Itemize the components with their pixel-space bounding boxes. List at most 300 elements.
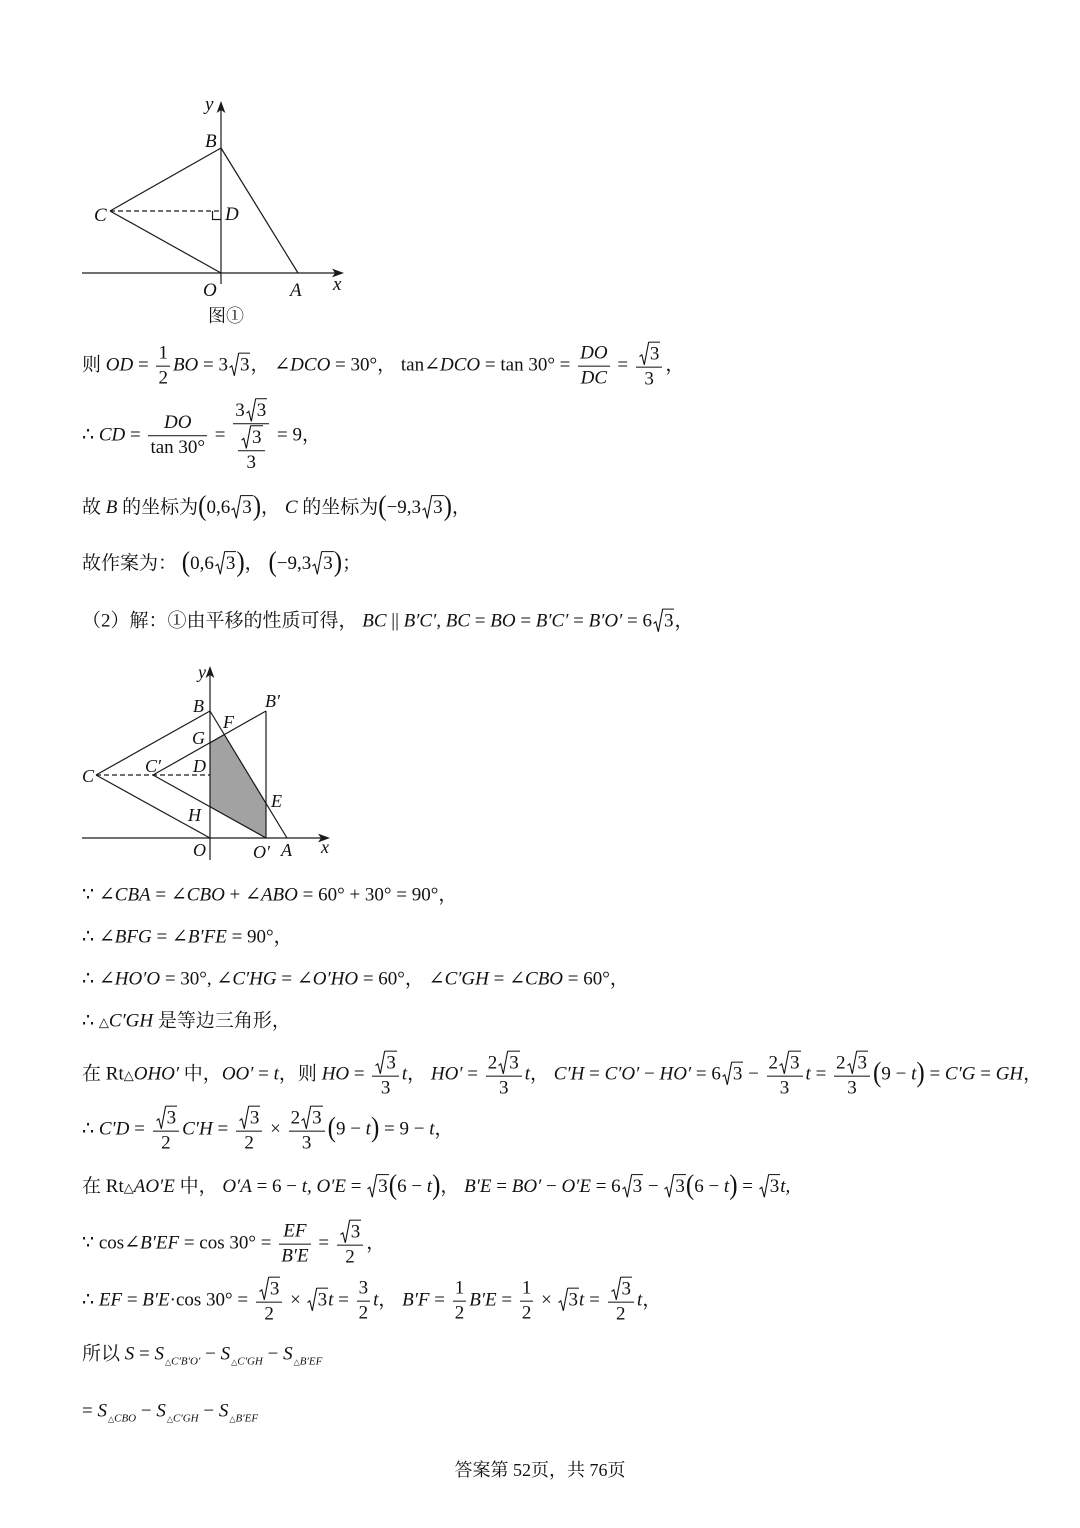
solution-line <box>82 609 693 634</box>
math-text: − <box>541 1176 562 1198</box>
fraction-numerator <box>578 343 609 367</box>
math-text: ∠ <box>428 968 445 990</box>
math-text: tan 30° <box>150 437 206 459</box>
square-root <box>229 352 251 376</box>
math-italic-text: t <box>637 1289 643 1311</box>
parenthesis: ) <box>432 1170 441 1201</box>
math-italic-text: DCO <box>290 354 331 376</box>
math-text: 2 <box>161 1132 171 1154</box>
math-text: = <box>975 1063 996 1085</box>
triangle-symbol: △ <box>231 1357 238 1367</box>
math-text: Rt <box>105 1176 124 1198</box>
math-text: = <box>429 1289 450 1311</box>
fraction-numerator <box>608 1277 635 1303</box>
math-text: = <box>462 1063 483 1085</box>
math-italic-text: HO′ <box>430 1063 463 1085</box>
math-text: = 60° <box>563 968 610 990</box>
parenthesis: ( <box>873 1057 882 1088</box>
math-text: − <box>639 1063 660 1085</box>
math-italic-text: t <box>429 1118 435 1140</box>
math-text: = 3 <box>198 354 228 376</box>
math-text: 3 <box>252 427 262 449</box>
square-root <box>259 1277 281 1301</box>
fraction-denominator <box>486 1077 522 1100</box>
math-text: + ∠ <box>224 884 261 906</box>
label-point-C: C <box>82 766 95 786</box>
fraction-numerator <box>372 1051 399 1077</box>
chinese-text: 故 <box>82 497 106 519</box>
math-italic-text: B <box>105 497 118 519</box>
math-text: × <box>536 1289 557 1311</box>
math-text: −9,3 <box>276 553 312 575</box>
math-italic-text: C <box>284 497 298 519</box>
triangle-symbol: △ <box>164 1357 172 1367</box>
math-text: 2 <box>158 367 168 389</box>
math-text: cos∠ <box>98 1232 141 1254</box>
chinese-text: ∵ <box>82 884 99 906</box>
square-root <box>301 1106 323 1130</box>
math-text: = <box>122 1289 143 1311</box>
math-italic-text: S <box>156 1400 166 1422</box>
math-text: = <box>584 1063 605 1085</box>
radical-sign-icon <box>301 1106 311 1130</box>
math-text: 3 <box>732 1063 743 1085</box>
chinese-text: ， <box>407 1063 431 1085</box>
parenthesis: ) <box>236 547 245 578</box>
radical-sign-icon <box>231 495 241 519</box>
math-italic-text: CD <box>98 424 126 446</box>
solution-line <box>82 969 629 992</box>
math-text: 3 <box>380 1077 391 1099</box>
label-point-O: O <box>193 840 206 860</box>
math-italic-text: C′G <box>944 1063 976 1085</box>
math-text: 3 <box>225 553 236 575</box>
math-text: = <box>924 1063 945 1085</box>
math-italic-text: t <box>401 1063 408 1085</box>
math-text: − <box>743 1063 764 1085</box>
math-italic-text: t <box>805 1063 811 1085</box>
math-italic-text: ABO <box>260 884 298 906</box>
chinese-text: ∴ <box>82 1289 99 1311</box>
math-italic-text: B′FE <box>187 926 227 948</box>
math-italic-text: t <box>579 1289 585 1311</box>
math-text: = 90° <box>226 926 274 948</box>
math-text: ∠ <box>274 354 291 376</box>
math-italic-text: t <box>723 1176 730 1198</box>
subscript <box>167 1412 199 1424</box>
solution-line <box>82 398 321 474</box>
chinese-text: ∴ <box>82 1010 99 1032</box>
radical-sign-icon <box>622 1174 632 1198</box>
label-point-O: O <box>203 280 217 301</box>
parenthesis: ( <box>685 1170 695 1201</box>
math-text: || <box>386 610 404 632</box>
math-text: = 9 <box>272 424 302 446</box>
math-text: 9 − <box>335 1118 366 1140</box>
square-root <box>558 1287 580 1311</box>
radicand <box>317 1287 329 1311</box>
radical-sign-icon <box>312 551 322 575</box>
math-text: ∠ <box>98 884 115 906</box>
math-italic-text: B′E <box>281 1245 309 1267</box>
parenthesis: ) <box>370 1112 380 1143</box>
fraction-numerator <box>453 1278 467 1302</box>
chinese-text: ，则 <box>278 1063 322 1085</box>
math-text: 1 <box>454 1277 465 1299</box>
math-text: 2 <box>454 1302 465 1324</box>
triangle-symbol: △ <box>98 1014 109 1030</box>
math-text: × <box>285 1289 306 1311</box>
math-italic-text: C′H <box>182 1118 213 1140</box>
fraction-denominator <box>238 451 265 474</box>
fraction <box>767 1051 803 1100</box>
math-text: 3 <box>239 354 250 376</box>
radical-sign-icon <box>759 1174 769 1198</box>
chinese-text: ， <box>261 497 285 519</box>
math-text: = <box>515 610 536 632</box>
chinese-text: ； <box>342 553 362 575</box>
math-text: 3 <box>644 368 654 390</box>
fraction-denominator <box>520 1302 534 1325</box>
math-text: 3 <box>269 1278 280 1300</box>
math-text: = <box>133 354 154 376</box>
solution-line <box>82 1106 454 1155</box>
fraction <box>520 1278 534 1325</box>
chinese-text: 是等边三角形， <box>153 1010 291 1032</box>
radical-sign-icon <box>239 1106 249 1130</box>
radical-sign-icon <box>498 1051 508 1075</box>
solution-line <box>82 1011 291 1034</box>
math-text: Rt <box>105 1063 124 1085</box>
math-italic-text: O′A <box>222 1176 252 1198</box>
math-text: 3 <box>312 1107 322 1129</box>
math-text: = <box>568 610 589 632</box>
label-axis-y: y <box>205 94 214 115</box>
math-italic-text: t <box>373 1289 379 1311</box>
solution-line <box>82 491 471 522</box>
math-italic-text: t <box>273 1063 279 1085</box>
radical-sign-icon <box>340 1220 350 1244</box>
math-text: 3 <box>249 1107 260 1129</box>
parenthesis: ( <box>327 1112 336 1143</box>
page-footer: 答案第 52页，共 76页 <box>454 1460 626 1480</box>
square-root <box>307 1287 329 1311</box>
label-axis-x: x <box>333 274 342 295</box>
math-italic-text: t <box>426 1176 433 1198</box>
parenthesis: ( <box>198 491 207 522</box>
math-italic-text: CBO <box>114 1412 137 1425</box>
subscript <box>165 1355 200 1367</box>
chinese-text: ， <box>438 884 458 906</box>
fraction <box>578 343 609 390</box>
parenthesis: ) <box>333 547 343 578</box>
math-text: 3 <box>779 1077 790 1099</box>
radical-sign-icon <box>246 398 256 422</box>
math-text: 2 <box>836 1052 846 1074</box>
math-italic-text: O′HO <box>312 968 359 990</box>
math-text: = 30° <box>330 354 378 376</box>
math-italic-text: C′H <box>553 1063 585 1085</box>
square-root <box>622 1174 644 1198</box>
square-root <box>611 1277 633 1301</box>
radicand <box>241 495 253 519</box>
math-text: 2 <box>264 1303 274 1325</box>
math-italic-text: B′E <box>464 1176 492 1198</box>
radicand <box>789 1051 801 1075</box>
chinese-text: ， <box>434 1118 454 1140</box>
math-italic-text: HO′O <box>114 968 161 990</box>
label-point-C-prime: C′ <box>145 756 161 776</box>
fraction <box>153 1106 180 1155</box>
math-text: 3 <box>769 1176 780 1198</box>
math-text: = ∠ <box>151 926 188 948</box>
math-text: = 6 − <box>251 1176 302 1198</box>
math-text: = <box>346 1176 367 1198</box>
chinese-text: 的坐标为 <box>117 497 199 519</box>
math-text: ·cos 30° = <box>169 1289 253 1311</box>
fraction <box>636 342 663 391</box>
math-text: 3 <box>509 1052 519 1074</box>
fraction <box>238 425 265 474</box>
chinese-text: 中， <box>174 1176 223 1198</box>
chinese-text: ， <box>674 610 694 632</box>
math-italic-text: C′D <box>98 1118 130 1140</box>
math-italic-text: BFG <box>114 926 152 948</box>
math-text: = <box>125 424 146 446</box>
fraction-numerator <box>256 1277 283 1303</box>
chinese-text: （2）解：①由平移的性质可得， <box>82 610 363 632</box>
triangle-symbol: △ <box>229 1414 236 1424</box>
chinese-text: ， <box>609 968 629 990</box>
math-text: = 60° <box>358 968 405 990</box>
math-italic-text: C′GH <box>108 1010 154 1032</box>
chinese-text: 故作案为： <box>82 553 182 575</box>
math-text: ∠ <box>98 968 115 990</box>
parenthesis: ( <box>388 1170 398 1201</box>
math-italic-text: t, O′E <box>301 1176 347 1198</box>
solution-line <box>82 1051 1042 1100</box>
math-text: − <box>262 1343 284 1365</box>
square-root <box>231 495 253 519</box>
radicand <box>568 1287 580 1311</box>
radical-sign-icon <box>422 495 432 519</box>
math-italic-text: C′O′ <box>604 1063 640 1085</box>
fraction <box>236 1106 263 1155</box>
chinese-text: 则 <box>82 354 106 376</box>
triangle-symbol: △ <box>166 1414 173 1424</box>
fraction-denominator <box>453 1302 467 1325</box>
radical-sign-icon <box>653 609 663 633</box>
math-text: = <box>737 1176 758 1198</box>
radicand <box>256 398 268 422</box>
math-text: 2 <box>487 1052 498 1074</box>
label-point-O-prime: O′ <box>253 842 270 862</box>
fraction-denominator <box>256 1303 283 1326</box>
math-italic-text: B′C′ <box>535 610 569 632</box>
fraction-denominator <box>153 1132 180 1155</box>
math-text: 3 <box>857 1052 868 1074</box>
math-text: 3 <box>847 1077 857 1099</box>
square-root <box>215 551 237 575</box>
math-text: = <box>313 1232 334 1254</box>
radical-sign-icon <box>639 342 649 366</box>
fraction-denominator <box>279 1245 310 1268</box>
math-text: = ∠ <box>488 968 526 990</box>
math-italic-text: C′GH <box>237 1355 263 1368</box>
math-text: 3 <box>242 497 252 519</box>
math-text: = 6 <box>590 1176 621 1198</box>
math-text: = <box>134 1343 155 1365</box>
label-axis-x: x <box>321 837 329 857</box>
fraction-denominator <box>236 1132 263 1155</box>
math-text: 3 <box>358 1277 369 1299</box>
chinese-text: ， <box>530 1063 554 1085</box>
parenthesis: ( <box>181 547 191 578</box>
parenthesis: ( <box>268 547 277 578</box>
math-italic-text: t <box>365 1118 371 1140</box>
radicand <box>350 1220 362 1244</box>
math-text: = <box>612 354 633 376</box>
math-text: 3 <box>621 1278 632 1300</box>
radical-sign-icon <box>664 1174 674 1198</box>
subscript <box>229 1412 258 1424</box>
math-text: 6 − <box>397 1176 427 1198</box>
radicand <box>621 1277 633 1301</box>
chinese-text: ， <box>440 1176 465 1198</box>
math-text: = <box>470 610 491 632</box>
math-italic-text: DC <box>580 367 608 389</box>
radicand <box>508 1051 520 1075</box>
math-italic-text: C′GH <box>173 1412 199 1425</box>
math-italic-text: DO <box>164 412 192 434</box>
fraction-denominator <box>608 1303 635 1326</box>
label-point-B-prime: B′ <box>265 691 280 711</box>
label-point-C: C <box>94 205 107 226</box>
math-italic-text: DO <box>580 342 608 364</box>
label-point-A: A <box>290 280 302 301</box>
math-text: 3 <box>256 400 267 422</box>
chinese-text: ∵ <box>82 1232 99 1254</box>
radicand <box>732 1061 744 1085</box>
math-text: 2 <box>290 1107 301 1129</box>
math-italic-text: BO <box>490 610 516 632</box>
math-italic-text: B′EF <box>140 1232 180 1254</box>
math-text: = cos 30° = <box>179 1232 277 1254</box>
fraction-denominator <box>357 1302 371 1325</box>
math-text: 3 <box>790 1052 800 1074</box>
chinese-text: ， <box>244 553 269 575</box>
fraction-denominator <box>289 1132 325 1155</box>
solution-line <box>82 547 362 578</box>
math-text: = <box>212 1118 233 1140</box>
math-text: 0,6 <box>206 497 231 519</box>
radicand <box>432 495 444 519</box>
radical-sign-icon <box>241 425 251 449</box>
radicand <box>251 425 263 449</box>
radicand <box>649 342 661 366</box>
math-text: 3 <box>246 451 256 473</box>
triangle-symbol: △ <box>293 1357 300 1367</box>
math-italic-text: t, <box>780 1176 791 1198</box>
chinese-text: 的坐标为 <box>297 497 379 519</box>
radicand <box>269 1277 281 1301</box>
math-italic-text: EF <box>283 1220 307 1242</box>
math-text: 2 <box>768 1052 779 1074</box>
math-italic-text: CBO <box>186 884 225 906</box>
fraction-numerator <box>148 413 207 437</box>
label-point-B: B <box>193 696 204 716</box>
radicand <box>377 1174 389 1198</box>
label-point-G: G <box>192 728 205 748</box>
parenthesis: ( <box>378 491 387 522</box>
label-point-E: E <box>271 791 282 811</box>
chinese-text: ， <box>366 1232 386 1254</box>
math-text: 2 <box>345 1246 355 1268</box>
figure-1-caption: 图① <box>208 306 244 326</box>
math-text: 3 <box>235 400 245 422</box>
math-text: × <box>265 1118 286 1140</box>
math-text: = 6 <box>622 610 652 632</box>
fraction-numerator <box>357 1278 371 1302</box>
fraction-denominator <box>578 367 609 390</box>
math-text: 3 <box>498 1077 509 1099</box>
math-text: = <box>210 424 231 446</box>
math-italic-text: BO <box>172 354 199 376</box>
math-italic-text: B′EF <box>235 1412 259 1425</box>
fraction-numerator <box>236 1106 263 1132</box>
math-text: 2 <box>244 1132 254 1154</box>
square-root <box>422 495 444 519</box>
math-italic-text: DCO <box>440 354 481 376</box>
math-text: = <box>810 1063 832 1085</box>
math-text: tan∠ <box>400 354 441 376</box>
square-root <box>156 1106 178 1130</box>
math-text: 3 <box>568 1289 579 1311</box>
math-text: = <box>584 1289 605 1311</box>
radicand <box>674 1174 686 1198</box>
fraction <box>256 1277 283 1326</box>
math-italic-text: S <box>283 1343 293 1365</box>
math-italic-text: B′F <box>402 1289 430 1311</box>
math-text: = <box>82 1400 98 1422</box>
chinese-text: ， <box>250 354 275 376</box>
fraction <box>486 1051 522 1100</box>
chinese-text: ， <box>665 354 685 376</box>
math-italic-text: t <box>911 1063 917 1085</box>
math-italic-text: BC <box>362 610 387 632</box>
math-text: = ∠ <box>276 968 313 990</box>
math-text: − <box>136 1400 157 1422</box>
fraction-numerator <box>279 1221 310 1245</box>
fraction <box>337 1220 364 1269</box>
square-root <box>312 551 334 575</box>
square-root <box>340 1220 362 1244</box>
fraction-numerator <box>153 1106 180 1132</box>
math-text: = 6 <box>691 1063 721 1085</box>
parenthesis: ) <box>916 1057 925 1088</box>
radical-sign-icon <box>558 1287 568 1311</box>
label-point-D: D <box>193 756 206 776</box>
math-text: = ∠ <box>150 884 187 906</box>
solution-line <box>82 1170 791 1201</box>
fraction <box>156 343 170 390</box>
math-text: 9 − <box>881 1063 912 1085</box>
solution-line <box>82 342 684 391</box>
radical-sign-icon <box>779 1051 789 1075</box>
chinese-text: ， <box>273 926 293 948</box>
fraction-denominator <box>767 1077 803 1100</box>
chinese-text: ∴ <box>82 926 99 948</box>
